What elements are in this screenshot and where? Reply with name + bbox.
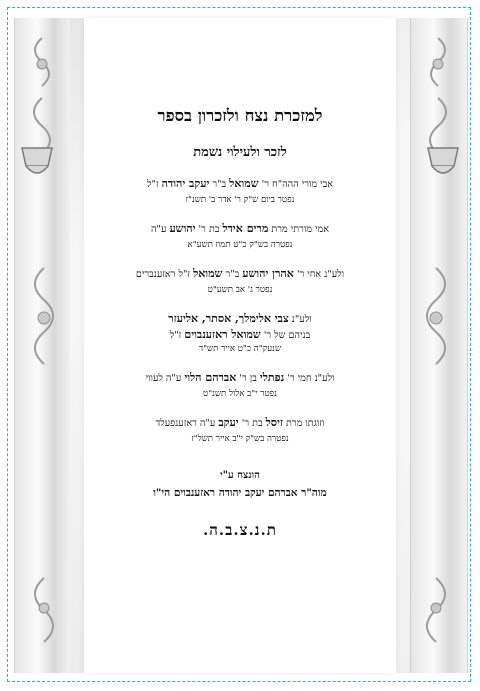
publisher-name: מוה"ר אברהם יעקב יהודה ראזענבוים הי"ו bbox=[153, 487, 327, 499]
entry-name-line: אמי מורתי מרת מרים אידל בת ר' יהושע ע"ה bbox=[151, 222, 329, 235]
entry-name-line: אבי מורי ההה"ח ר' שמואל ב"ר יעקב יהודה ז"ל bbox=[146, 177, 334, 190]
entry-name-line: ולע"נ צבי אלימלך, אסתר, אליעזר bbox=[168, 312, 312, 325]
entry-date-line: נפטרה בש"ק י"ב אייר תשל"ז bbox=[191, 434, 289, 444]
entry-date-line: נפטרה בש"ק כ"ט תמוז תשע"א bbox=[187, 240, 293, 250]
entry-date-line: נפטר ג' אב תשע"ט bbox=[207, 285, 273, 295]
closing-abbreviation: ת.נ.צ.ב.ה. bbox=[203, 521, 277, 539]
memorial-title: למזכרת נצח ולזכרון בספר bbox=[157, 106, 323, 125]
entry-name-line-2: בניהם של ר' שמואל ראזענבוים ז"ל bbox=[169, 328, 311, 341]
right-scroll-ornament bbox=[396, 18, 466, 673]
entry-date-line: שנעק"ה כ"ט אייר תש"ד bbox=[198, 344, 282, 354]
entry-date-line: נפטר י"ב אלול תשנ"ט bbox=[203, 389, 277, 399]
left-scroll-ornament bbox=[14, 18, 84, 673]
entry-name-line: וזוגתו מרת זיסל בת ר' יעקב ע"ה ראזענפעלד bbox=[155, 416, 325, 429]
memorial-text bbox=[90, 106, 390, 540]
entry-date-line: נפטר ביום ש"ק ר' אדר ב' תשנ"ז bbox=[185, 195, 295, 205]
publisher-label: הונצח ע"י bbox=[220, 470, 260, 481]
memorial-subtitle: לזכר ולעילוי נשמת bbox=[193, 145, 287, 160]
entry-name-line: ולע"נ אחי ר' אהרן יהושע ב"ר שמואל ז"ל ראזענברים bbox=[135, 267, 345, 280]
entry-name-line: ולע"נ חמי ר' נפתלי בן ר' אברהם הלוי ע"ה לעווי bbox=[145, 371, 335, 384]
